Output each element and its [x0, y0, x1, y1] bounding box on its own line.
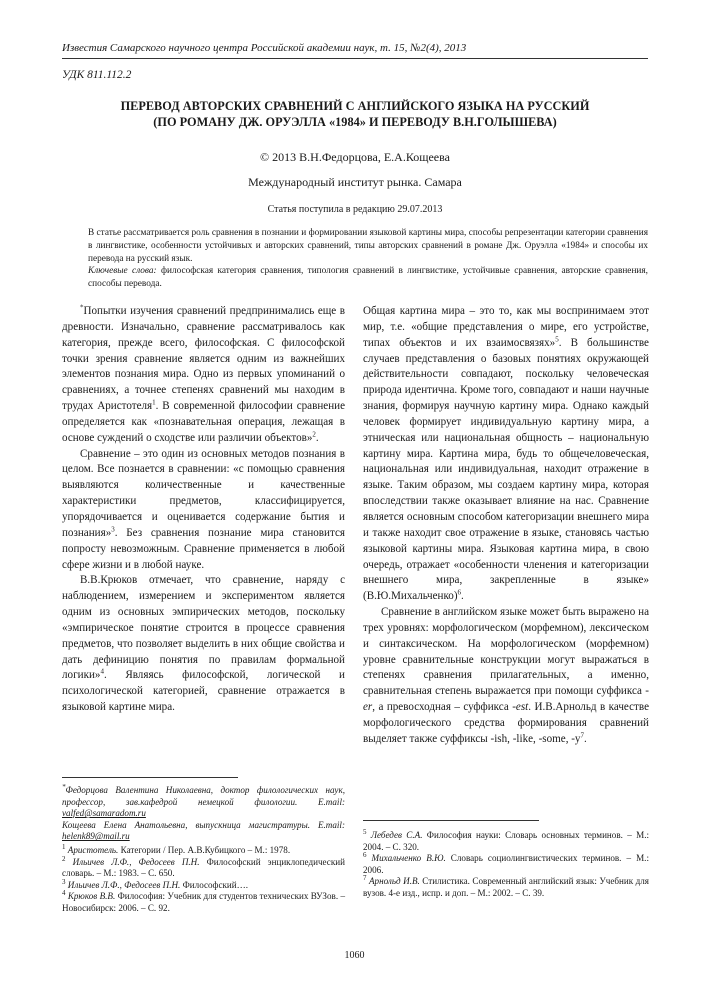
- paragraph-text: , а превосходная – суффикса: [372, 701, 513, 714]
- footnote: [62, 891, 345, 914]
- abstract: [88, 227, 648, 291]
- author-email-link[interactable]: helenk89@mail.ru: [62, 831, 130, 842]
- footnote: [363, 827, 649, 853]
- footnote-text: Категории / Пер. А.В.Кубицкого – М.: 1978.: [118, 844, 291, 855]
- footnote-text: Философский энциклопедический словарь. – М.: 1983. – С. 650.: [62, 856, 345, 879]
- footnote-ref: 6: [457, 588, 462, 597]
- footnote: [62, 877, 345, 892]
- footnote-ref: 4: [100, 667, 104, 676]
- paragraph: [363, 304, 649, 605]
- footnote-number: 5: [363, 827, 367, 836]
- footnote-text: Словарь социолингвистических терминов. – М.: 2006.: [363, 853, 649, 875]
- page-number: 1060: [344, 950, 365, 961]
- footnote-number: 2: [62, 854, 66, 863]
- footnote-text: Стилистика. Современный английский язык: Учебник для вузов. 4-е изд., испр. и доп. – М.: 2002. – С. 39.: [363, 876, 649, 898]
- body-column-left: [62, 304, 345, 716]
- footnote-number: 7: [363, 874, 367, 883]
- footnote-ref: 7: [580, 731, 584, 740]
- author-email-link[interactable]: valfed@samaradom.ru: [62, 808, 146, 819]
- author-note-marker: *: [62, 782, 66, 791]
- footnote-number: 3: [62, 877, 66, 886]
- footnote-author: Ильичев Л.Ф., Федосеев П.Н.: [67, 879, 181, 890]
- udk-code: УДК 811.112.2: [62, 69, 132, 81]
- paragraph: [62, 573, 345, 716]
- received-date: Статья поступила в редакцию 29.07.2013: [267, 204, 443, 215]
- footnote-author: Крюков В.В.: [67, 891, 116, 902]
- abstract-text: В статье рассматривается роль сравнения в познании и формировании языковой картины мира, способы репрезентации категории сравнения в лингвистике, особенности устойчивых и авторских сравнений, типы авторских сравнений в романе Дж. Оруэлла «1984» и способы их перевода на русский язык.: [88, 228, 648, 264]
- article-title: [62, 98, 648, 130]
- footnotes-left: [62, 782, 345, 915]
- footnote-number: 1: [62, 842, 66, 851]
- title-line-2: (ПО РОМАНУ ДЖ. ОРУЭЛЛА «1984» И ПЕРЕВОДУ В.Н.ГОЛЫШЕВА): [153, 115, 557, 129]
- author-note-marker: *: [80, 303, 84, 312]
- header-rule: [62, 58, 648, 59]
- author-info: выпускница магистратуры. E.mail:: [187, 819, 345, 830]
- author-name: Кощеева Елена Анатольевна,: [62, 819, 188, 830]
- footnote-ref: 5: [555, 335, 559, 343]
- footnote-ref: 2: [312, 430, 316, 439]
- author-name: Федорцова Валентина Николаевна,: [65, 785, 214, 795]
- author-note: [62, 782, 345, 820]
- footnotes-right: [363, 827, 649, 900]
- suffix-example: -est: [512, 701, 529, 714]
- paragraph-text: .: [315, 431, 319, 444]
- footnote-author: Аристотель.: [67, 844, 119, 855]
- paragraph-text: .: [583, 732, 587, 745]
- paragraph: [363, 605, 649, 748]
- paragraph-text: В.В.Крюков отмечает, что сравнение, наряду с наблюдением, измерением и экспериментом является одним из основных эмпирических методов, поскольку «эмпирическое понятие строится в процессе сравнения предметов, что позволяет выделить в них общие свойства и дать дефиницию понятия по правилам формальной логики»: [62, 574, 345, 682]
- paragraph-text: . И.В.Арнольд в качестве морфологического средства формирования сравнений выделяет также суффиксы -ish, -like, -some, -y: [363, 701, 649, 745]
- footnote: [363, 853, 649, 876]
- paragraph-text: Сравнение – это один из основных методов познания в целом. Все познается в сравнении: «с помощью сравнения выявляются количественные и качественные характеристики предметов, классифицируется, упорядочивается и оценивается содержание бытия и познания»: [62, 447, 345, 539]
- journal-header: Известия Самарского научного центра Российской академии наук, т. 15, №2(4), 2013: [62, 42, 467, 54]
- paragraph-text: . Являясь философской, логической и психологической категорией, сравнение отражается в языковой картине мира.: [62, 669, 345, 714]
- author-info: доктор филологических наук, профессор, зав.кафедрой немецкой филологии. E.mail:: [62, 785, 345, 807]
- keywords-label: Ключевые слова:: [88, 266, 157, 277]
- footnote-author: Арнольд И.В.: [369, 876, 420, 887]
- footnote-text: Философия науки: Словарь основных терминов. – М.: 2004. – С. 320.: [363, 830, 649, 852]
- footnote-author: Михальченко В.Ю.: [371, 853, 446, 864]
- paragraph: [62, 304, 345, 447]
- footnote-text: Философский….: [180, 879, 248, 890]
- footnote-rule: [62, 777, 238, 778]
- footnote-number: 4: [62, 889, 66, 898]
- footnote: [62, 842, 345, 857]
- paragraph-text: Общая картина мира – это то, как мы воспринимаем этот мир, т.е. «общие представления о мире, его устройстве, типах объектов и их взаимосвязях»: [363, 305, 649, 349]
- footnote-ref: 1: [152, 398, 156, 407]
- paragraph-text: .: [461, 590, 464, 603]
- footnote-author: Ильичев Л.Ф., Федосеев П.Н.: [72, 856, 200, 867]
- author-note: [62, 820, 345, 843]
- keywords-text: философская категория сравнения, типология сравнений в лингвистике, устойчивые сравнения, авторские сравнения, способы перевода.: [88, 266, 648, 290]
- footnote-author: Лебедев С.А.: [370, 830, 423, 840]
- article-authors: © 2013 В.Н.Федорцова, Е.А.Кощеева: [260, 150, 450, 164]
- footnote-ref: 3: [111, 525, 115, 534]
- footnote-number: 6: [363, 851, 367, 860]
- paragraph: [62, 447, 345, 574]
- paragraph-text: Сравнение в английском языке может быть выражено на трех уровнях: морфологическом (морфемном), лексическом и синтаксическом. На морфологическом (морфемном) уровне сравнительные конструкции могут выражаться в степенях сравнения прилагательных, а именно, сравнительная степень выражается при помощи суффикса: [363, 606, 649, 698]
- paragraph-text: Попытки изучения сравнений предпринимались еще в древности. Изначально, сравнение рассматривалось как категория, прежде всего, философская. С философской точки зрения сравнение является одним из важнейших элементов познания мира. Одно из первых упоминаний о сравнениях, а точнее степенях сравнений мы находим в трудах Аристотеля: [62, 305, 345, 413]
- footnote: [62, 854, 345, 880]
- paragraph-text: . В современной философии сравнение определяется как «познавательная операция, лежащая в основе суждений о сходстве или различии объектов»: [62, 400, 345, 444]
- affiliation: Международный институт рынка. Самара: [248, 175, 462, 189]
- title-line-1: ПЕРЕВОД АВТОРСКИХ СРАВНЕНИЙ С АНГЛИЙСКОГО ЯЗЫКА НА РУССКИЙ: [120, 99, 590, 113]
- footnote-rule: [363, 820, 539, 821]
- footnote-text: Философия: Учебник для студентов технических ВУЗов. – Новосибирск: 2006. – С. 92.: [62, 891, 345, 913]
- paragraph-text: . Без сравнения познание мира становится попросту невозможным. Сравнение применяется в любой сфере жизни и в любой науке.: [62, 526, 345, 571]
- suffix-example: -er: [363, 685, 649, 714]
- footnote: [363, 876, 649, 899]
- body-column-right: [363, 304, 649, 748]
- paragraph-text: . В большинстве случаев представления о базовых понятиях окружающей действительности совпадают, поскольку человеческая природа идентична. Кроме того, совпадают и наши научные знания, формируя научную картину мира. Однако каждый человек формирует индивидуальную картину мира, а этническая или национальная общность – национальную картину мира. Картина мира, будь то общечеловеческая, национальная или индивидуальная, находит отражение в языке. Таким образом, мы создаем картину мира, которая впоследствии также оказывает влияние на нас. Сравнение является основным способом категоризации внешнего мира и также находит свое отражение в языке, становясь частью языковой картины мира. Языковая картина мира, в свою очередь, отражает «особенности членения и категоризации внешнего мира, закрепленные в языке» (В.Ю.Михальченко): [363, 336, 649, 603]
